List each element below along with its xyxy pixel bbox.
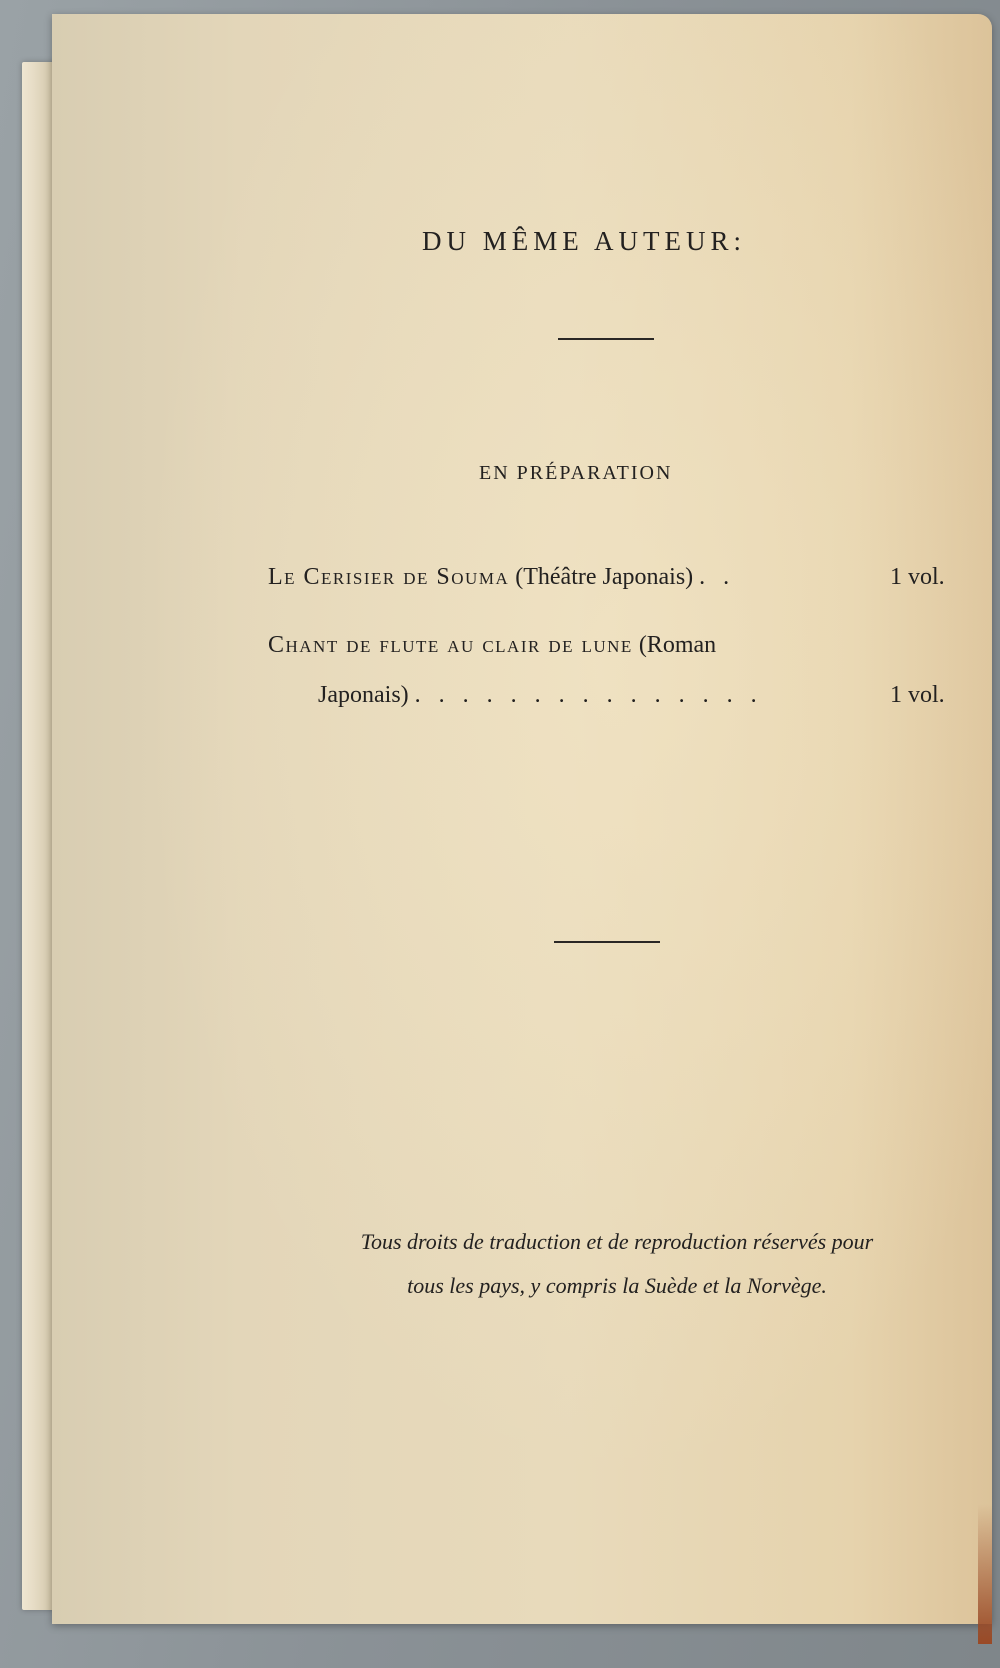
entry-subtitle-continued: Japonais) [318, 682, 409, 708]
rights-notice [232, 1220, 1000, 1308]
entry-volume: 1 vol. [890, 682, 945, 708]
entry-volume: 1 vol. [890, 564, 945, 590]
divider-bottom [554, 941, 660, 943]
entry-leader: . . [699, 564, 736, 590]
entry-subtitle: (Roman [638, 632, 717, 658]
divider-top [558, 338, 654, 340]
list-item-continuation [318, 682, 763, 709]
entry-subtitle: (Théâtre Japonais) [515, 564, 694, 590]
list-item [268, 564, 735, 591]
entry-title: Chant de flute au clair de lune [268, 632, 633, 658]
book-page [52, 14, 992, 1624]
rights-notice-line: Tous droits de traduction et de reproduction réservés pour [360, 1229, 874, 1254]
entry-leader: . . . . . . . . . . . . . . . [414, 682, 763, 708]
page-edge-shadow [978, 1504, 992, 1644]
list-item [268, 632, 716, 659]
page-heading: DU MÊME AUTEUR: [422, 226, 746, 256]
entry-title: Le Cerisier de Souma [268, 564, 510, 590]
rights-notice-line: tous les pays, y compris la Suède et la Norvège. [407, 1273, 827, 1298]
section-subheading: EN PRÉPARATION [479, 462, 673, 484]
